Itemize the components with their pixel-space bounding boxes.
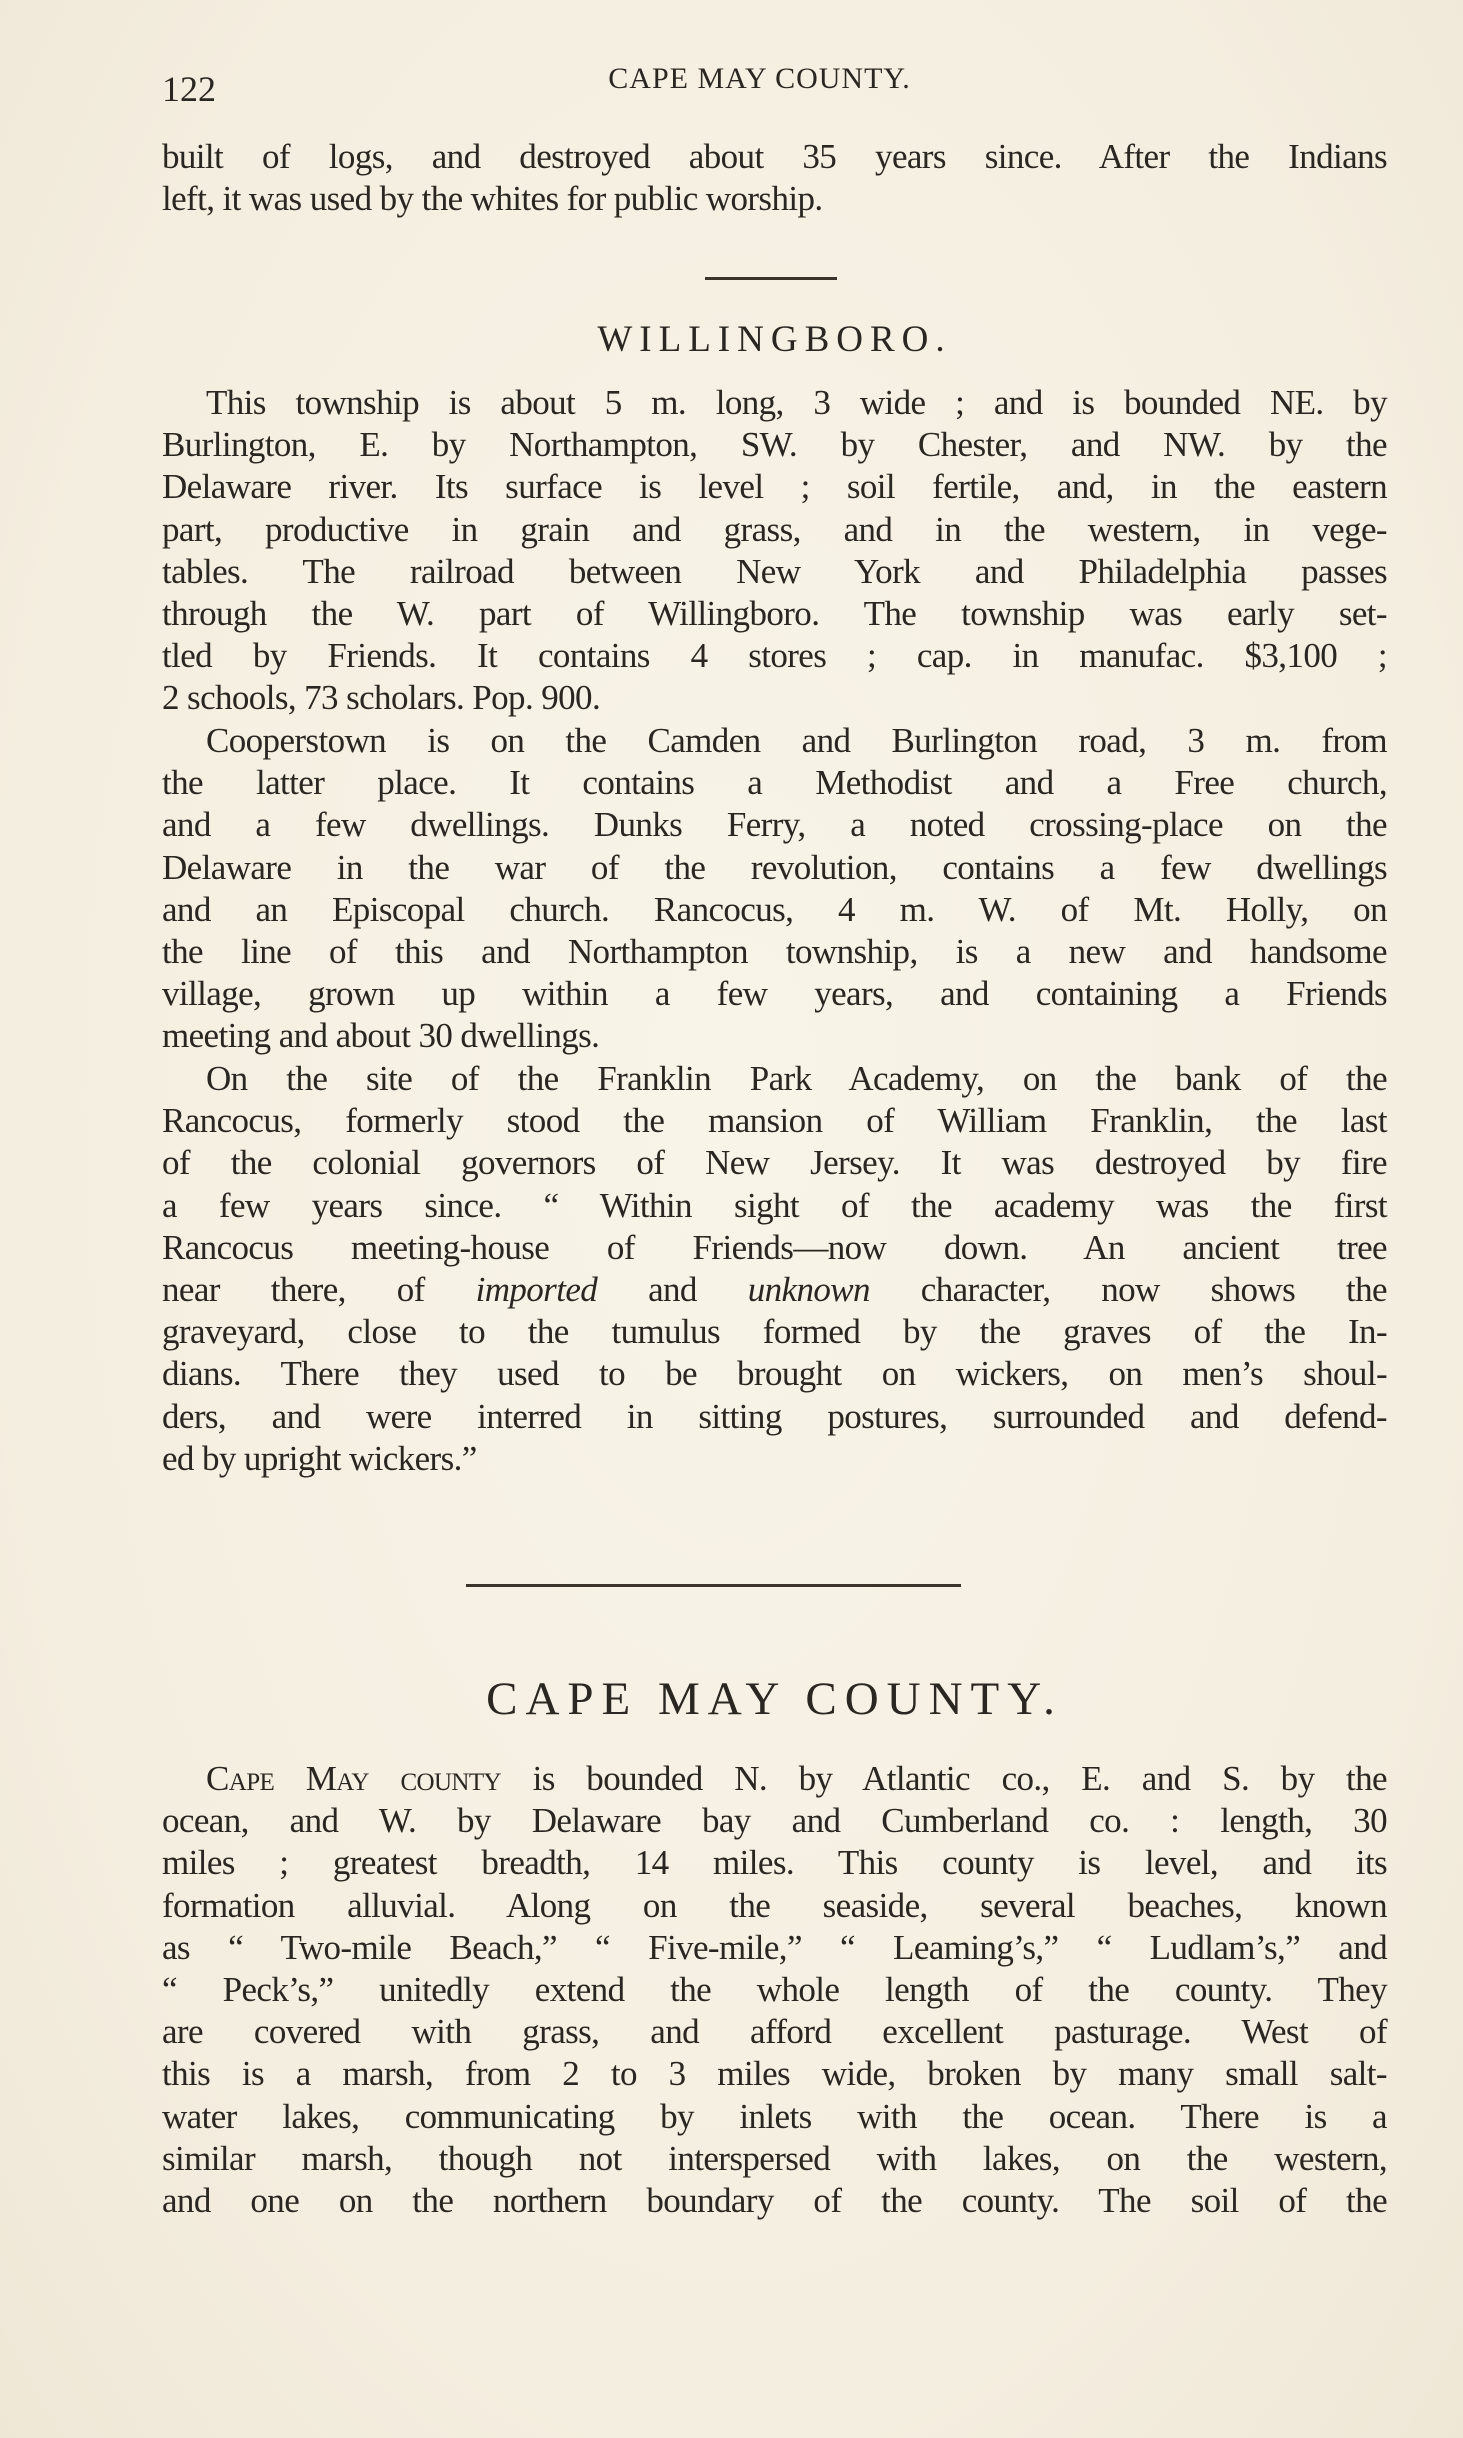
text-line: ed by upright wickers.”: [162, 1438, 477, 1478]
smallcaps-lead: Cape May county: [206, 1759, 502, 1798]
text-line: This township is about 5 m. long, 3 wide ; and is bounded NE. by: [206, 383, 1387, 422]
text-line: ders, and were interred in sitting postures, surrounded and defend-: [162, 1396, 1387, 1436]
text-line: the line of this and Northampton township, is a new and handsome: [162, 932, 1387, 972]
text-line: built of logs, and destroyed about 35 years since. After the Indians: [162, 137, 1387, 176]
text-line: the latter place. It contains a Methodist and a Free church,: [162, 763, 1387, 803]
section-divider-rule: [705, 277, 837, 280]
text-line: 2 schools, 73 scholars. Pop. 900.: [162, 678, 601, 718]
text-line: meeting and about 30 dwellings.: [162, 1016, 600, 1056]
text-line: Rancocus, formerly stood the mansion of William Franklin, the last: [162, 1101, 1387, 1141]
text-line: tables. The railroad between New York and Philadelphia passes: [162, 551, 1387, 591]
italic-word-unknown: unknown: [747, 1270, 870, 1310]
running-head: [162, 62, 1387, 112]
text-line: through the W. part of Willingboro. The township was early set-: [162, 594, 1387, 634]
text-line: a few years since. “ Within sight of the academy was the first: [162, 1185, 1387, 1225]
text-run: is bounded N. by Atlantic co., E. and S. by the: [501, 1759, 1387, 1798]
text-line: part, productive in grain and grass, and in the western, in vege-: [162, 509, 1387, 549]
text-line: this is a marsh, from 2 to 3 miles wide, broken by many small salt-: [162, 2054, 1387, 2094]
text-line: are covered with grass, and afford excellent pasturage. West of: [162, 2012, 1387, 2052]
text-line: of the colonial governors of New Jersey. It was destroyed by fire: [162, 1143, 1387, 1183]
text-line: dians. There they used to be brought on wickers, on men’s shoul-: [162, 1354, 1387, 1394]
section-heading-cape-may-county: CAPE MAY COUNTY.: [486, 1673, 1063, 1725]
text-line: formation alluvial. Along on the seaside, several beaches, known: [162, 1885, 1387, 1925]
text-line: tled by Friends. It contains 4 stores ; cap. in manufac. $3,100 ;: [162, 636, 1387, 676]
running-title: CAPE MAY COUNTY.: [608, 62, 911, 95]
text-line: Cooperstown is on the Camden and Burlington road, 3 m. from: [206, 721, 1387, 760]
section-heading-willingboro: WILLINGBORO.: [597, 319, 952, 360]
text-line: water lakes, communicating by inlets with the ocean. There is a: [162, 2096, 1387, 2136]
text-line: miles ; greatest breadth, 14 miles. This county is level, and its: [162, 1843, 1387, 1883]
text-line: Burlington, E. by Northampton, SW. by Chester, and NW. by the: [162, 425, 1387, 465]
text-line: and one on the northern boundary of the county. The soil of the: [162, 2181, 1387, 2221]
willingboro-paragraph-3: [162, 1058, 1387, 1480]
page-number: 122: [162, 69, 216, 109]
text-run: character, now shows the: [869, 1270, 1387, 1310]
text-run: near there, of: [162, 1270, 476, 1310]
text-line: Rancocus meeting-house of Friends—now down. An ancient tree: [162, 1227, 1387, 1267]
italic-word-imported: imported: [475, 1270, 598, 1310]
text-line: village, grown up within a few years, and containing a Friends: [162, 974, 1387, 1014]
text-line: left, it was used by the whites for public worship.: [162, 179, 823, 219]
text-line-with-italics: [162, 1269, 1387, 1311]
text-line: and an Episcopal church. Rancocus, 4 m. W. of Mt. Holly, on: [162, 889, 1387, 929]
text-run: and: [597, 1270, 748, 1310]
text-line: ocean, and W. by Delaware bay and Cumberland co. : length, 30: [162, 1801, 1387, 1841]
text-line: similar marsh, though not interspersed with lakes, on the western,: [162, 2138, 1387, 2178]
text-line: as “ Two-mile Beach,” “ Five-mile,” “ Leaming’s,” “ Ludlam’s,” and: [162, 1927, 1387, 1967]
text-line: Delaware river. Its surface is level ; soil fertile, and, in the eastern: [162, 467, 1387, 507]
county-divider-rule: [466, 1584, 961, 1587]
cape-may-paragraph: [162, 1758, 1387, 2222]
willingboro-paragraph-2: [162, 720, 1387, 1058]
text-line: “ Peck’s,” unitedly extend the whole length of the county. They: [162, 1970, 1387, 2010]
text-line: graveyard, close to the tumulus formed by the graves of the In-: [162, 1312, 1387, 1352]
text-line: Delaware in the war of the revolution, contains a few dwellings: [162, 847, 1387, 887]
text-line: On the site of the Franklin Park Academy, on the bank of the: [206, 1059, 1387, 1098]
text-line: and a few dwellings. Dunks Ferry, a noted crossing-place on the: [162, 805, 1387, 845]
willingboro-paragraph-1: [162, 382, 1387, 720]
text-line-with-smallcaps: [162, 1758, 1387, 1800]
continuation-paragraph: [162, 136, 1387, 220]
